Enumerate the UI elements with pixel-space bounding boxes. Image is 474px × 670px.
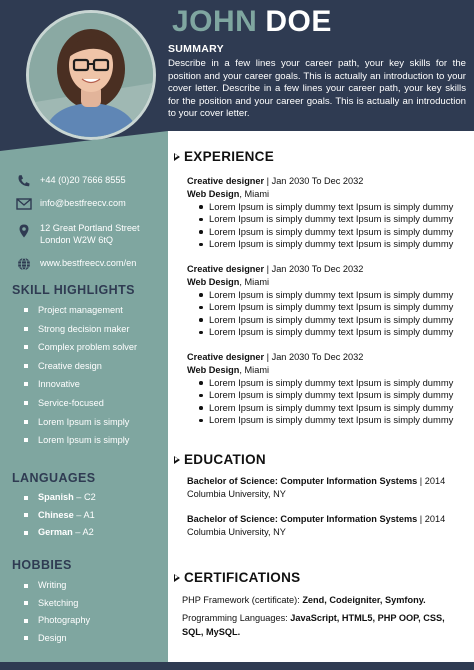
phone-text: +44 (0)20 7666 8555: [40, 175, 126, 185]
experience-heading: EXPERIENCE: [174, 149, 274, 164]
location-pin-icon: [14, 222, 34, 240]
hobby-item: Sketching: [24, 595, 90, 613]
website-link[interactable]: www.bestfreecv.com/en: [40, 258, 137, 268]
job-bullet: Lorem Ipsum is simply dummy text Ipsum is simply dummy: [187, 238, 467, 251]
job-location: , Miami: [239, 188, 270, 199]
job-title: Creative designer: [187, 176, 265, 186]
language-item: German – A2: [24, 524, 96, 542]
address-line-2: London W2W 6tQ: [40, 234, 114, 245]
skill-item: Lorem Ipsum is simply: [24, 413, 137, 432]
language-item: Spanish – C2: [24, 489, 96, 507]
first-name: JOHN: [172, 5, 258, 38]
job-dates: | Jan 2030 To Dec 2032: [264, 264, 364, 274]
job-bullet: Lorem Ipsum is simply dummy text Ipsum is simply dummy: [187, 314, 467, 327]
job-bullets: [187, 377, 467, 427]
certifications-heading: CERTIFICATIONS: [174, 570, 300, 585]
avatar: [26, 10, 156, 140]
hobbies-heading: HOBBIES: [12, 558, 72, 572]
skill-item: Project management: [24, 301, 137, 320]
skill-item: Creative design: [24, 357, 137, 376]
job-title: Creative designer: [187, 352, 265, 362]
job-bullets: [187, 201, 467, 251]
job-bullet: Lorem Ipsum is simply dummy text Ipsum is simply dummy: [187, 213, 467, 226]
last-name: DOE: [265, 5, 332, 38]
portrait-photo: [29, 13, 153, 137]
experience-entry: [187, 351, 467, 427]
education-heading: EDUCATION: [174, 452, 266, 467]
phone-icon: [14, 174, 34, 188]
job-company: Web Design: [187, 188, 240, 199]
mail-icon: [14, 197, 34, 211]
degree-year: | 2014: [417, 476, 446, 486]
languages-heading: LANGUAGES: [12, 471, 96, 485]
job-location: , Miami: [239, 364, 270, 375]
job-location: , Miami: [239, 276, 270, 287]
hobby-item: Photography: [24, 612, 90, 630]
degree: Bachelor of Science: Computer Information Systems: [187, 476, 418, 486]
experience-entry: [187, 175, 467, 251]
certification-line-php: PHP Framework (certificate): Zend, Codeigniter, Symfony.: [182, 595, 426, 605]
job-bullet: Lorem Ipsum is simply dummy text Ipsum is simply dummy: [187, 301, 467, 314]
contact-address: [14, 222, 166, 246]
summary-heading: SUMMARY: [168, 43, 224, 55]
contact-phone: [14, 174, 166, 188]
skill-item: Complex problem solver: [24, 338, 137, 357]
address-line-1: 12 Great Portland Street: [40, 223, 140, 233]
job-bullet: Lorem Ipsum is simply dummy text Ipsum is simply dummy: [187, 226, 467, 239]
skill-item: Innovative: [24, 375, 137, 394]
education-entry: [187, 475, 467, 500]
summary-text: Describe in a few lines your career path, your key skills for the position and your career goals. This is actually an introduction to your cover letter. Describe in a few lines your career path, your key skills for the position and your career goals. This is actually an introduction to your cover letter.: [168, 58, 466, 120]
job-dates: | Jan 2030 To Dec 2032: [264, 352, 364, 362]
job-bullet: Lorem Ipsum is simply dummy text Ipsum is simply dummy: [187, 414, 467, 427]
job-bullets: [187, 289, 467, 339]
skill-item: Strong decision maker: [24, 320, 137, 339]
job-bullet: Lorem Ipsum is simply dummy text Ipsum is simply dummy: [187, 377, 467, 390]
triangle-bullet-icon: [174, 153, 180, 161]
school: Columbia University, NY: [187, 488, 286, 499]
skills-list: [24, 301, 137, 450]
job-bullet: Lorem Ipsum is simply dummy text Ipsum is simply dummy: [187, 402, 467, 415]
skill-item: Service-focused: [24, 394, 137, 413]
hobby-item: Design: [24, 630, 90, 648]
degree: Bachelor of Science: Computer Information Systems: [187, 514, 418, 524]
job-bullet: Lorem Ipsum is simply dummy text Ipsum is simply dummy: [187, 289, 467, 302]
contact-email: [14, 197, 166, 211]
degree-year: | 2014: [417, 514, 446, 524]
job-company: Web Design: [187, 276, 240, 287]
hobby-item: Writing: [24, 577, 90, 595]
footer-bar: [0, 662, 474, 670]
skills-heading: SKILL HIGHLIGHTS: [12, 283, 135, 297]
language-item: Chinese – A1: [24, 507, 96, 525]
hobbies-list: [24, 577, 90, 647]
job-company: Web Design: [187, 364, 240, 375]
job-bullet: Lorem Ipsum is simply dummy text Ipsum is simply dummy: [187, 326, 467, 339]
skill-item: Lorem Ipsum is simply: [24, 431, 137, 450]
triangle-bullet-icon: [174, 574, 180, 582]
triangle-bullet-icon: [174, 456, 180, 464]
job-bullet: Lorem Ipsum is simply dummy text Ipsum is simply dummy: [187, 201, 467, 214]
job-dates: | Jan 2030 To Dec 2032: [264, 176, 364, 186]
school: Columbia University, NY: [187, 526, 286, 537]
contact-website: [14, 257, 166, 271]
languages-list: [24, 489, 96, 542]
certification-line-languages: Programming Languages: JavaScript, HTML5, PHP OOP, CSS, SQL, MySQL.: [182, 613, 445, 637]
experience-entry: [187, 263, 467, 339]
candidate-name: [172, 4, 332, 40]
job-title: Creative designer: [187, 264, 265, 274]
job-bullet: Lorem Ipsum is simply dummy text Ipsum is simply dummy: [187, 389, 467, 402]
education-entry: [187, 513, 467, 538]
email-text: info@bestfreecv.com: [40, 198, 126, 208]
globe-icon: [14, 257, 34, 271]
